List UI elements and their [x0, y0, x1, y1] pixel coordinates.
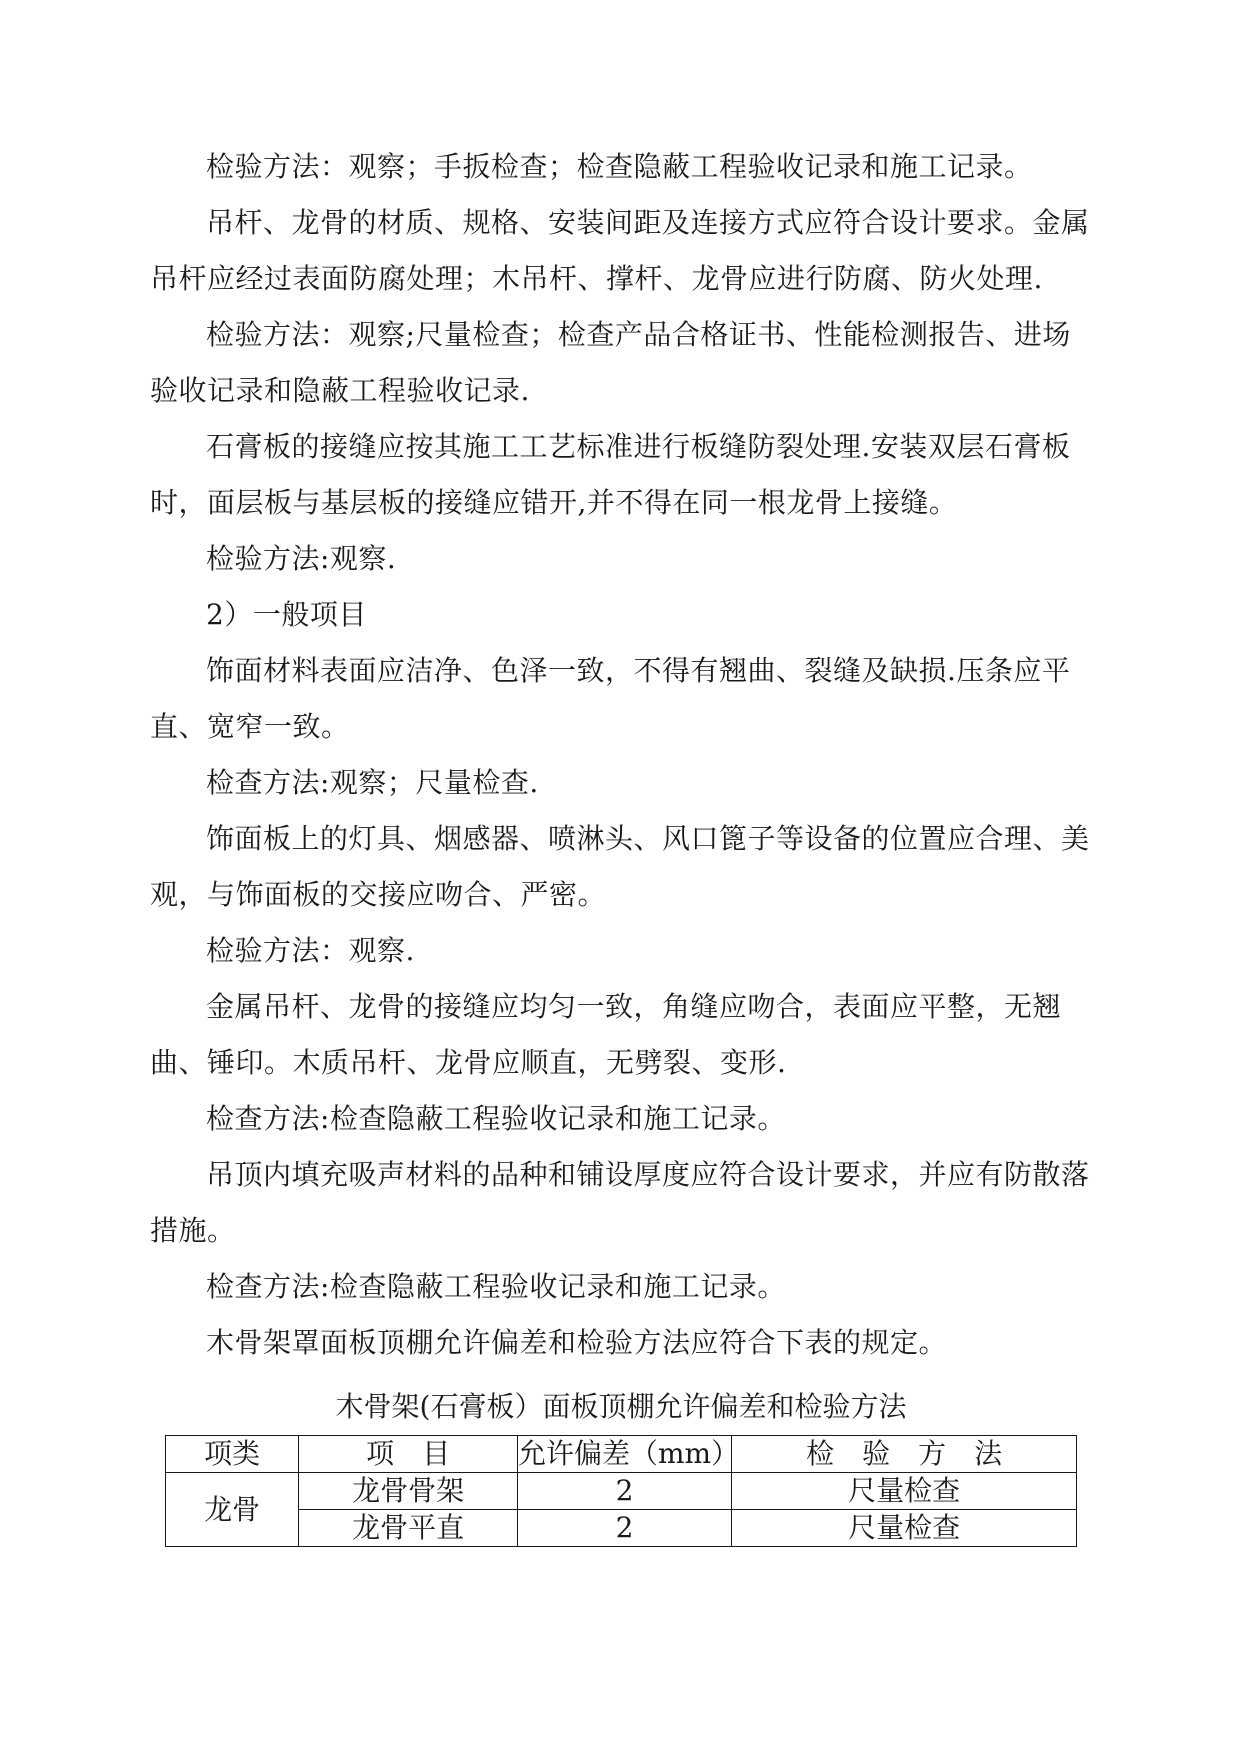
table-row — [166, 1473, 1077, 1510]
paragraph: 检查方法:检查隐蔽工程验收记录和施工记录。 — [206, 1270, 786, 1303]
tolerance-cell: 2 — [517, 1510, 731, 1547]
table-header-row — [166, 1436, 1077, 1473]
paragraph: 检查方法:观察；尺量检查. — [206, 766, 539, 799]
table-row — [166, 1510, 1077, 1547]
paragraph: 金属吊杆、龙骨的接缝应均匀一致，角缝应吻合，表面应平整，无翘曲、锤印。木质吊杆、龙骨应顺直，无劈裂、变形. — [150, 990, 1062, 1079]
tolerance-cell: 2 — [517, 1473, 731, 1510]
paragraph: 检验方法：观察;尺量检查；检查产品合格证书、性能检测报告、进场验收记录和隐蔽工程验收记录. — [150, 318, 1071, 407]
item-cell: 龙骨平直 — [299, 1510, 518, 1547]
paragraph: 检验方法：观察；手扳检查；检查隐蔽工程验收记录和施工记录。 — [206, 150, 1033, 183]
paragraph: 检查方法:检查隐蔽工程验收记录和施工记录。 — [206, 1102, 786, 1135]
tolerance-table — [165, 1435, 1077, 1547]
header-cell: 项 目 — [299, 1436, 518, 1473]
paragraph: 检验方法：观察. — [206, 934, 415, 967]
method-cell: 尺量检查 — [732, 1510, 1077, 1547]
table-title: 木骨架(石膏板）面板顶棚允许偏差和检验方法 — [335, 1390, 907, 1423]
document-page — [150, 139, 1092, 1547]
method-cell: 尺量检查 — [732, 1473, 1077, 1510]
paragraph: 饰面板上的灯具、烟感器、喷淋头、风口篦子等设备的位置应合理、美观，与饰面板的交接应吻合、严密。 — [150, 822, 1090, 911]
header-cell: 检 验 方 法 — [732, 1436, 1077, 1473]
header-cell: 项类 — [166, 1436, 299, 1473]
paragraph: 检验方法:观察. — [206, 542, 397, 575]
paragraph: 吊顶内填充吸声材料的品种和铺设厚度应符合设计要求，并应有防散落措施。 — [150, 1158, 1090, 1247]
item-cell: 龙骨骨架 — [299, 1473, 518, 1510]
paragraph: 石膏板的接缝应按其施工工艺标准进行板缝防裂处理.安装双层石膏板时，面层板与基层板的接缝应错开,并不得在同一根龙骨上接缝。 — [150, 430, 1071, 519]
paragraph: 木骨架罩面板顶棚允许偏差和检验方法应符合下表的规定。 — [206, 1326, 948, 1359]
group-cell: 龙骨 — [166, 1473, 299, 1547]
paragraph: 饰面材料表面应洁净、色泽一致，不得有翘曲、裂缝及缺损.压条应平直、宽窄一致。 — [150, 654, 1071, 743]
section-heading: 2）一般项目 — [206, 598, 367, 631]
header-cell: 允许偏差（mm） — [517, 1436, 731, 1473]
paragraph: 吊杆、龙骨的材质、规格、安装间距及连接方式应符合设计要求。金属吊杆应经过表面防腐处理；木吊杆、撑杆、龙骨应进行防腐、防火处理. — [150, 206, 1090, 295]
